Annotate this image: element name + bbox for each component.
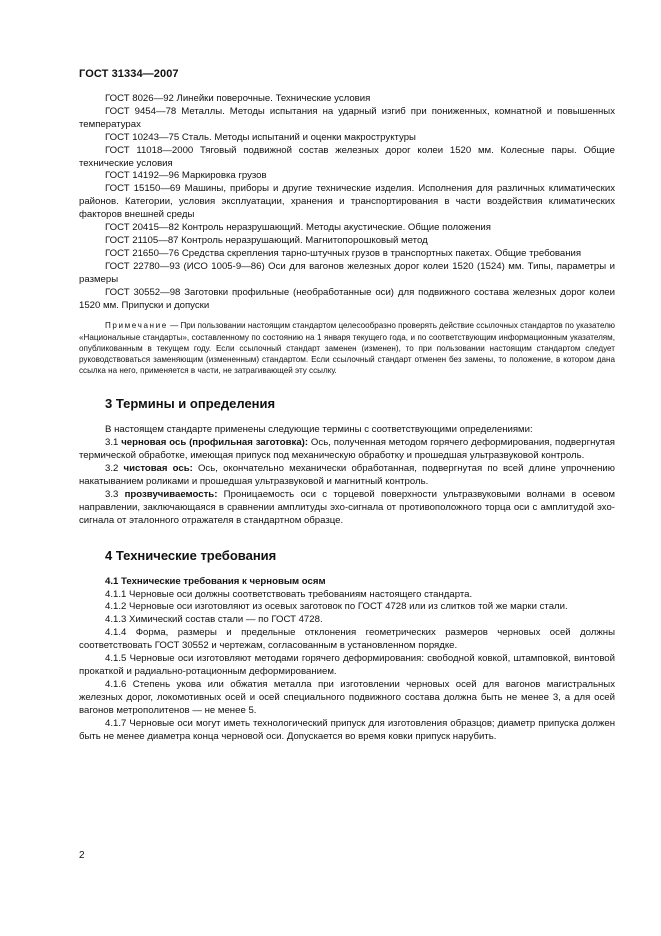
- document-header: ГОСТ 31334—2007: [79, 68, 179, 80]
- requirement-item: 4.1.1 Черновые оси должны соответствовать требованиям настоящего стандарта.: [105, 588, 473, 600]
- term-text: Проницаемость оси с торцевой поверхности ультразвуковыми волнами в осевом направлении, заключающаяся в сравнении амплитуды эхо-сигнала от противоположного торца оси с амплитудой эхо-сигнала от эталонного отражателя в стандартном образце.: [79, 488, 615, 526]
- term-name: черновая ось (профильная заготовка):: [121, 437, 309, 449]
- note-text: — При пользовании настоящим стандартом целесообразно проверять действие ссылочных стандартов по указателю «Национальные стандарты», составленному по состоянию на 1 января текущего года, и по соответствующим информационным указателям, опубликованным в текущем году. Если ссылочный стандарт заменен (изменен), то при пользовании настоящим стандартом следует руководствоваться заменяющим (измененным) стандартом. Если ссылочный стандарт отменен без замены, то положение, в котором дана ссылка на него, применяется в части, не затрагивающей эту ссылку.: [79, 321, 615, 376]
- document-body: [79, 93, 615, 743]
- reference-item: ГОСТ 11018—2000 Тяговый подвижной состав железных дорог колеи 1520 мм. Колесные пары. Общие технические условия: [79, 144, 615, 169]
- reference-item: ГОСТ 30552—98 Заготовки профильные (необработанные оси) для подвижного состава железных дорог колеи 1520 мм. Припуски и допуски: [79, 286, 615, 311]
- reference-item: ГОСТ 9454—78 Металлы. Методы испытания на ударный изгиб при пониженных, комнатной и повышенных температурах: [79, 105, 615, 130]
- reference-item: ГОСТ 14192—96 Маркировка грузов: [105, 170, 267, 182]
- reference-item: ГОСТ 21650—76 Средства скрепления тарно-штучных грузов в транспортных пакетах. Общие требования: [105, 247, 582, 259]
- requirement-item: 4.1.6 Степень укова или обжатия металла при изготовлении черновых осей для вагонов магистральных железных дорог, локомотивных осей и осей специального подвижного состава должна быть не менее 3, а для осей вагонов метрополитенов — не менее 5.: [79, 678, 615, 716]
- term-number: 3.3: [105, 488, 125, 500]
- reference-item: ГОСТ 20415—82 Контроль неразрушающий. Методы акустические. Общие положения: [105, 222, 491, 234]
- reference-item: ГОСТ 21105—87 Контроль неразрушающий. Магнитопорошковый метод: [105, 234, 428, 246]
- term-name: прозвучиваемость:: [124, 488, 218, 500]
- requirement-item: 4.1.5 Черновые оси изготовляют методами горячего деформирования: свободной ковкой, штамповкой, винтовой прокаткой и радиально-ротационным деформированием.: [79, 653, 615, 678]
- requirement-item: 4.1.7 Черновые оси могут иметь технологический припуск для изготовления образцов; диаметр припуска должен быть не менее диаметра конца черновой оси. Допускается во время ковки припуск нарубить.: [79, 717, 615, 742]
- page-number: 2: [79, 850, 85, 861]
- requirement-item: 4.1.4 Форма, размеры и предельные отклонения геометрических размеров черновых осей должны соответствовать ГОСТ 30552 и чертежам, согласованным в установленном порядке.: [79, 627, 615, 652]
- term-number: 3.2: [105, 463, 124, 475]
- term-name: чистовая ось:: [123, 463, 193, 475]
- section-3-intro: В настоящем стандарте применены следующие термины с соответствующими определениями:: [105, 424, 533, 436]
- reference-item: ГОСТ 10243—75 Сталь. Методы испытаний и оценки макроструктуры: [105, 131, 416, 143]
- reference-item: ГОСТ 22780—93 (ИСО 1005-9—86) Оси для вагонов железных дорог колеи 1520 (1524) мм. Типы, параметры и размеры: [79, 260, 615, 285]
- term-definition: [79, 437, 615, 463]
- section-4-title: 4 Технические требования: [105, 547, 277, 563]
- note-label: Примечание: [105, 321, 168, 331]
- term-definition: [79, 489, 615, 528]
- term-text: Ось, окончательно механически обработанная, подвергнутая по всей длине упрочнению накатыванием роликами и прошедшая ультразвуковой и магнитный контроль.: [79, 463, 615, 488]
- reference-item: ГОСТ 8026—92 Линейки поверочные. Технические условия: [105, 93, 371, 104]
- requirement-item: 4.1.3 Химический состав стали — по ГОСТ 4728.: [105, 614, 323, 626]
- term-number: 3.1: [105, 437, 122, 449]
- section-3-title: 3 Термины и определения: [105, 396, 276, 412]
- reference-item: ГОСТ 15150—69 Машины, приборы и другие технические изделия. Исполнения для различных климатических районов. Категории, условия эксплуатации, хранения и транспортирования в части воздействия климатических факторов внешней среды: [79, 183, 615, 221]
- term-definition: [79, 463, 615, 489]
- subsection-4-1-title: 4.1 Технические требования к черновым осям: [105, 575, 326, 587]
- requirement-item: 4.1.2 Черновые оси изготовляют из осевых заготовок по ГОСТ 4728 или из слитков той же марки стали.: [105, 601, 568, 613]
- term-text: Ось, полученная методом горячего деформирования, подвергнутая термической обработке, имеющая припуск под механическую обработку и прошедшая ультразвуковой контроль.: [79, 437, 615, 462]
- note-paragraph: [79, 320, 615, 376]
